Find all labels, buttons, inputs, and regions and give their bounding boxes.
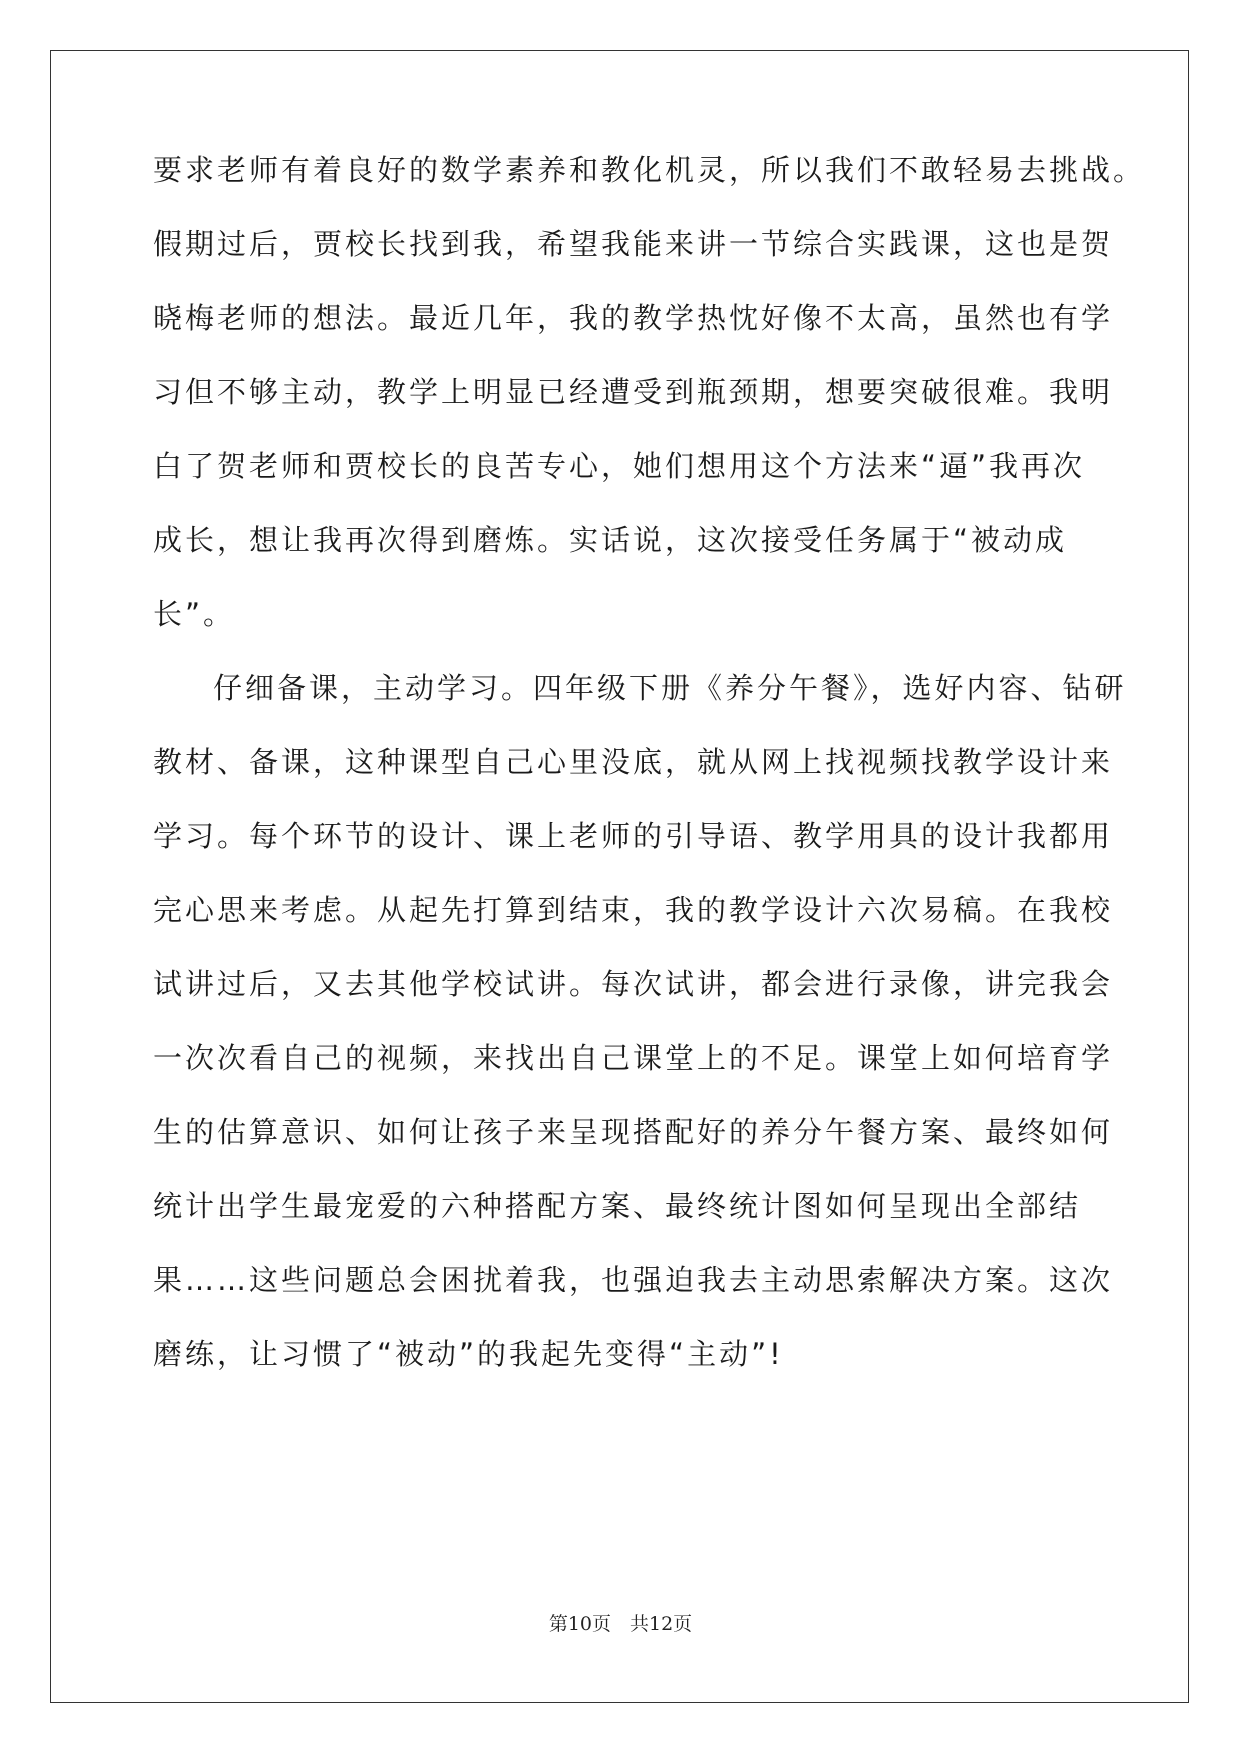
page-number-footer: 第10页 共12页 <box>548 1613 693 1635</box>
paragraph-1-line-6: 成长，想让我再次得到磨炼。实话说，这次接受任务属于“被动成 <box>153 523 1068 557</box>
paragraph-2-line-1: 仔细备课，主动学习。四年级下册《养分午餐》，选好内容、钻研 <box>213 671 1127 705</box>
paragraph-1-line-1: 要求老师有着良好的数学素养和教化机灵，所以我们不敢轻易去挑战。 <box>153 153 1146 187</box>
paragraph-1-line-2: 假期过后，贾校长找到我，希望我能来讲一节综合实践课，这也是贺 <box>153 227 1114 261</box>
paragraph-2-line-6: 一次次看自己的视频，来找出自己课堂上的不足。课堂上如何培育学 <box>153 1041 1114 1075</box>
paragraph-2-line-7: 生的估算意识、如何让孩子来呈现搭配好的养分午餐方案、最终如何 <box>153 1115 1114 1149</box>
paragraph-2-line-2: 教材、备课，这种课型自己心里没底，就从网上找视频找教学设计来 <box>153 745 1114 779</box>
paragraph-1-line-3: 晓梅老师的想法。最近几年，我的教学热忱好像不太高，虽然也有学 <box>153 301 1114 335</box>
paragraph-2-line-4: 完心思来考虑。从起先打算到结束，我的教学设计六次易稿。在我校 <box>153 893 1114 927</box>
paragraph-1-line-7: 长”。 <box>153 597 236 631</box>
paragraph-1-line-5: 白了贺老师和贾校长的良苦专心，她们想用这个方法来“逼”我再次 <box>153 449 1086 483</box>
paragraph-2-line-8: 统计出学生最宠爱的六种搭配方案、最终统计图如何呈现出全部结 <box>153 1189 1082 1223</box>
paragraph-1-line-4: 习但不够主动，教学上明显已经遭受到瓶颈期，想要突破很难。我明 <box>153 375 1114 409</box>
paragraph-2-line-5: 试讲过后，又去其他学校试讲。每次试讲，都会进行录像，讲完我会 <box>153 967 1114 1001</box>
paragraph-2-line-9: 果……这些问题总会困扰着我，也强迫我去主动思索解决方案。这次 <box>153 1263 1114 1297</box>
paragraph-2-line-3: 学习。每个环节的设计、课上老师的引导语、教学用具的设计我都用 <box>153 819 1114 853</box>
paragraph-2-line-10: 磨练，让习惯了“被动”的我起先变得“主动”! <box>153 1337 784 1371</box>
